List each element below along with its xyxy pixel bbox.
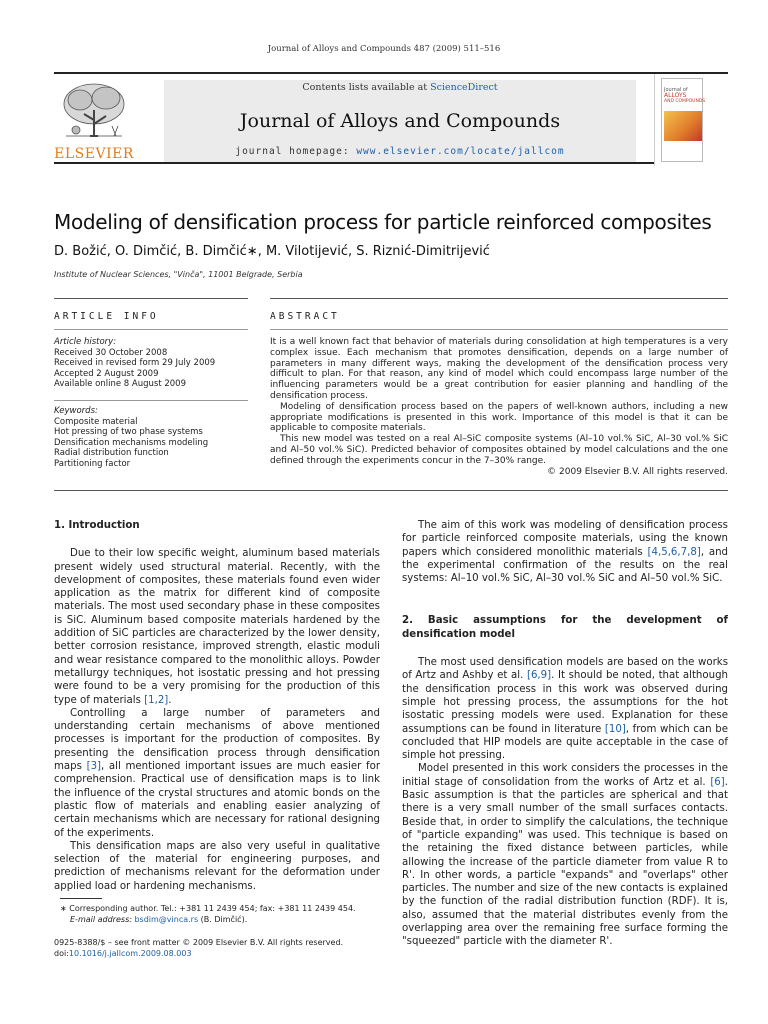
- abstract-heading: ABSTRACT: [270, 311, 340, 322]
- abstract-paragraph: Modeling of densification process based on the papers of well-known authors, including a new appropriate modifications is presented in this work. Importance of this model is that it can be applicable to composite materials.: [270, 401, 728, 434]
- masthead-banner: [164, 80, 636, 162]
- cover-title: Journal of ALLOYS AND COMPOUNDS: [664, 87, 706, 104]
- section-heading: 2. Basic assumptions for the development of densification model: [402, 615, 728, 640]
- section-heading: 1. Introduction: [54, 520, 140, 531]
- journal-masthead: [54, 72, 728, 164]
- article-info-heading: ARTICLE INFO: [54, 311, 159, 322]
- keyword-item: Hot pressing of two phase systems: [54, 427, 203, 437]
- divider: [54, 329, 248, 330]
- email-link[interactable]: bsdim@vinca.rs: [134, 914, 199, 924]
- doi-link[interactable]: 10.1016/j.jallcom.2009.08.003: [68, 949, 192, 958]
- divider: [54, 490, 728, 491]
- footnote-rule: [60, 898, 102, 899]
- email-line: E-mail address: bsdim@vinca.rs (B. Dimčić).: [70, 914, 248, 924]
- body-paragraph: The aim of this work was modeling of densification process for particle reinforced composite materials, using the known papers which considered monolithic materials [4,5,6,7,8], and the experimental confirmation of the results on the real systems: Al–10 vol.% SiC, Al–30 vol.% SiC and Al–50 vol.% SiC.: [402, 520, 728, 585]
- abstract-body: [270, 337, 728, 477]
- body-paragraph: This densification maps are also very useful in qualitative selection of the material for engineering purposes, and prediction of mechanisms relevant for the deformation under applied load or hardening mechanisms.: [54, 840, 380, 892]
- body-paragraph: Controlling a large number of parameters and understanding certain mechanisms of above mentioned processes is important for the production of composites. By presenting the densification process through densification maps [3], all mentioned important issues are much easier for comprehension. Practical use of densification maps is to link the influence of the crystal structures and atomic bonds on the plastic flow of materials and enabling easier analyzing of certain mechanisms which are necessary for rational designing of the experiments.: [54, 707, 381, 839]
- front-matter: [54, 937, 384, 959]
- paper-title: Modeling of densification process for particle reinforced composites: [54, 210, 712, 234]
- footnote: [60, 904, 380, 925]
- affiliation: Institute of Nuclear Sciences, "Vinča", 11001 Belgrade, Serbia: [54, 270, 303, 279]
- author-list: D. Božić, O. Dimčić, B. Dimčić∗, M. Vilotijević, S. Riznić-Dimitrijević: [54, 244, 490, 259]
- issn-line: 0925-8388/$ – see front matter © 2009 Elsevier B.V. All rights reserved.: [54, 938, 344, 947]
- copyright-notice: © 2009 Elsevier B.V. All rights reserved.: [547, 466, 728, 477]
- body-paragraph: The most used densification models are based on the works of Artz and Ashby et al. [6,9]. It should be noted, that although the densification process in this work was observed during simple hot pressing process, the assumptions for the hot isostatic pressing models were used. Explanation for these assumptions can be found in literature [10], from which can be concluded that HIP models are quite acceptable in the case of simple hot pressing.: [402, 657, 729, 762]
- elsevier-logo-icon: [56, 80, 134, 142]
- citation-link[interactable]: [6,9]: [526, 670, 552, 682]
- history-item: Accepted 2 August 2009: [54, 368, 159, 379]
- body-paragraph: Model presented in this work considers the processes in the initial stage of consolidation from the works of Artz et al. [6]. Basic assumption is that the particles are spherical and that there is a very small number of the small surfaces contacts. Beside that, in order to simplify the calculations, the technique of "particle expanding" was used. This technique is based on the retaining the fixed distance between particles, while allowing the increase of the particle diameter from value R to R'. In other words, a particle "expands" and "overlaps" other particles. The number and size of the new contacts is explained by the function of the radial distribution function (RDF). It is, also, assumed that the material distributes evenly from the overlapping area over the remaining free surface forming the "squeezed" particle with the diameter R'.: [402, 763, 728, 948]
- contents-availability: Contents lists available at ScienceDirect: [302, 82, 498, 93]
- sciencedirect-link[interactable]: ScienceDirect: [430, 82, 498, 93]
- keyword-item: Radial distribution function: [54, 448, 169, 458]
- keyword-item: Densification mechanisms modeling: [54, 437, 209, 448]
- divider: [54, 400, 248, 401]
- keyword-item: Composite material: [54, 416, 138, 427]
- keywords-block: [54, 406, 248, 469]
- abstract-paragraph: It is a well known fact that behavior of materials during consolidation at high temperatures is a very complex issue. Each mechanism that promotes densification, depends on a large number of parameters in many different ways, making the development of the densification process very difficult to plan. For that reason, any kind of model which could encompass large number of the influencing parameters would be a great contribution for easier planning and handling of the densification process.: [270, 337, 728, 401]
- publisher-wordmark: ELSEVIER: [54, 146, 134, 162]
- corresponding-author: ∗ Corresponding author. Tel.: +381 11 2439 454; fax: +381 11 2439 454.: [60, 904, 356, 913]
- keywords-label: Keywords:: [54, 406, 98, 416]
- divider: [270, 298, 728, 299]
- history-label: Article history:: [54, 337, 117, 347]
- article-history: [54, 337, 248, 390]
- body-paragraph: Due to their low specific weight, aluminum based materials present widely used structural material. Recently, with the development of composites, these materials found even wider application as the matrix for different kind of composite materials. The most used secondary phase in these composites is SiC. Aluminum based composite materials hardened by the addition of SiC particles are characterized by the lower density, better corrosion resistance, improved strength, elastic moduli and wear resistance compared to the monolithic alloys. Powder metallurgy techniques, hot isostatic pressing and hot pressing were found to be a very promising for the production of this type of materials [1,2].: [54, 548, 380, 706]
- history-item: Received 30 October 2008: [54, 347, 168, 358]
- left-column: [54, 519, 380, 893]
- keyword-item: Partitioning factor: [54, 458, 131, 469]
- divider: [54, 298, 248, 299]
- journal-name: Journal of Alloys and Compounds: [239, 110, 561, 132]
- divider: [270, 329, 728, 330]
- citation-link[interactable]: [4,5,6,7,8]: [647, 546, 701, 558]
- citation-link[interactable]: [1,2]: [144, 694, 169, 706]
- abstract-paragraph: This new model was tested on a real Al–SiC composite systems (Al–10 vol.% SiC, Al–30 vol.% SiC and Al–50 vol.% SiC). Predicted behavior of composites obtained by model calculations and the one defined through the experiments concur in the 7–30% range.: [270, 434, 728, 466]
- cover-thumbnail: [661, 78, 706, 162]
- cover-image: [664, 111, 702, 141]
- citation-link[interactable]: [10]: [604, 723, 626, 735]
- citation-link[interactable]: [3]: [86, 761, 102, 773]
- doi-line: doi:10.1016/j.jallcom.2009.08.003: [54, 949, 192, 958]
- journal-cover: [654, 74, 728, 166]
- history-item: Received in revised form 29 July 2009: [54, 358, 216, 368]
- running-head: Journal of Alloys and Compounds 487 (2009) 511–516: [267, 44, 501, 54]
- homepage-link[interactable]: www.elsevier.com/locate/jallcom: [356, 146, 565, 157]
- journal-homepage: journal homepage: www.elsevier.com/locate/jallcom: [235, 146, 565, 157]
- citation-link[interactable]: [6]: [710, 776, 725, 788]
- history-item: Available online 8 August 2009: [54, 379, 186, 389]
- right-column: [402, 519, 728, 949]
